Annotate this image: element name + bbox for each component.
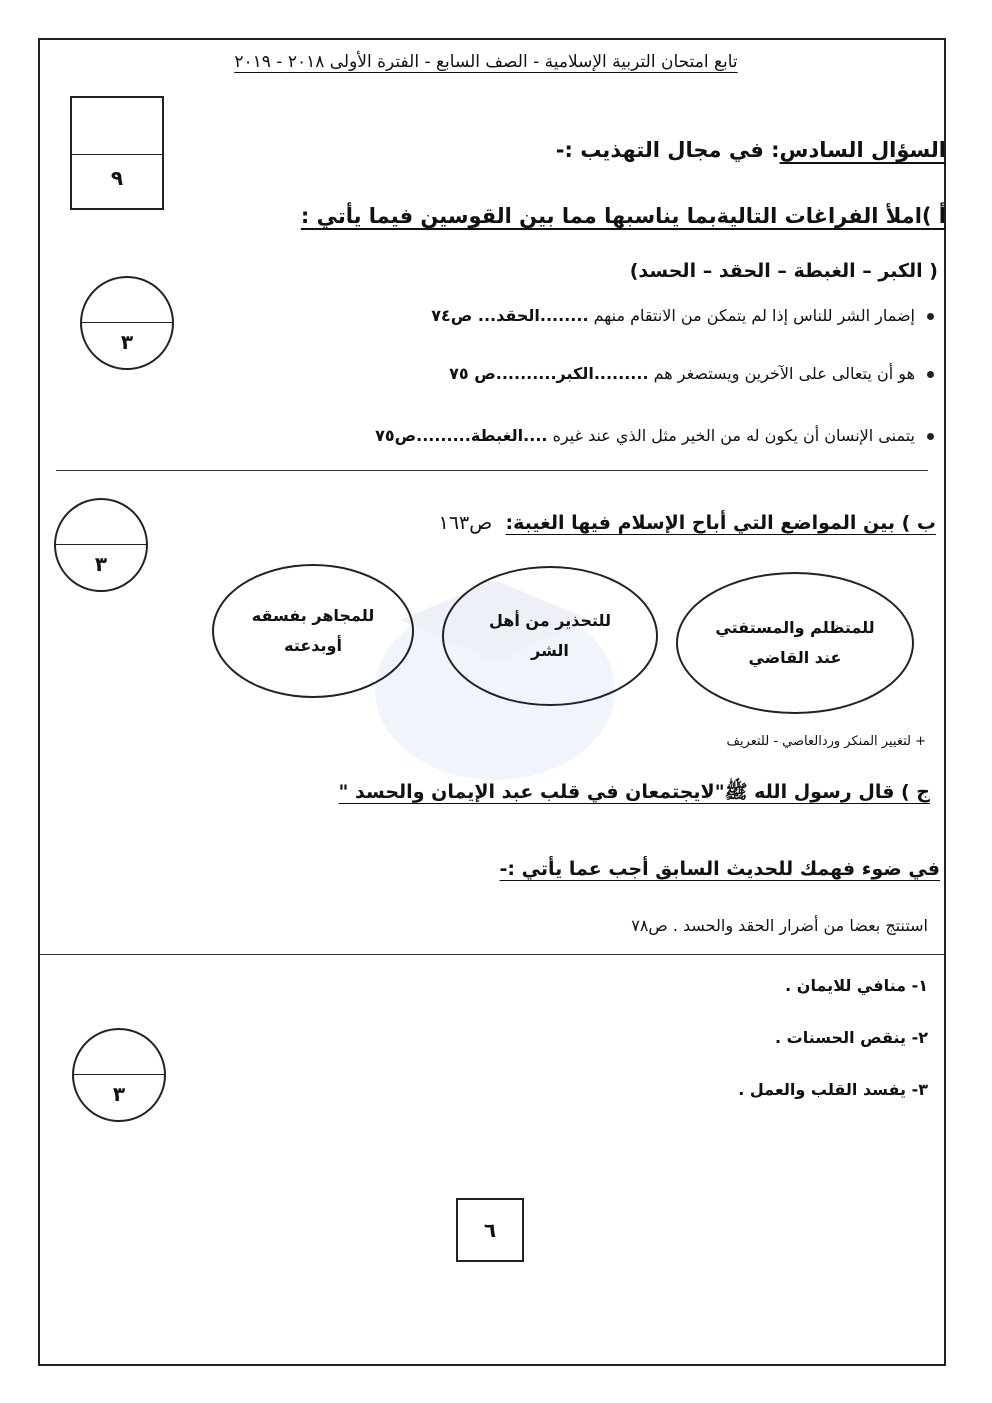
answer-ellipse-2 <box>442 566 658 706</box>
ellipse-line: عند القاضي <box>748 648 842 667</box>
bullet-icon <box>927 371 934 378</box>
part-a-instruction: أ )املأ الفراغات التاليةبما يناسبها مما بين القوسين فيما يأتي : <box>300 204 946 228</box>
score-divider <box>56 544 146 545</box>
part-c-answer-3: ٣- يفسد القلب والعمل . <box>738 1080 928 1099</box>
part-b-score-value: ٣ <box>94 552 108 576</box>
part-a-item-3 <box>375 426 934 445</box>
part-b-question: ب ) بين المواضع التي أباح الإسلام فيها الغيبة: <box>505 512 936 534</box>
part-c-answer-2: ٢- ينقص الحسنات . <box>775 1028 928 1047</box>
answer-ellipse-1 <box>676 572 914 714</box>
part-c-instruction: في ضوء فهمك للحديث السابق أجب عما يأتي :- <box>499 858 940 880</box>
question6-heading <box>556 138 946 162</box>
item-text: إضمار الشر للناس إذا لم يتمكن من الانتقام منهم <box>593 306 915 325</box>
bullet-icon <box>927 313 934 320</box>
answer-ellipse-3 <box>212 564 414 698</box>
part-a-choices: ( الكبر – الغبطة – الحقد – الحسد) <box>629 260 938 282</box>
part-a-item-1 <box>431 306 934 325</box>
item-text: هو أن يتعالى على الآخرين ويستصغر هم <box>653 364 915 383</box>
section-divider <box>56 470 928 471</box>
ellipse-line: للمتظلم والمستفتي <box>715 617 875 637</box>
part-b-score-circle <box>54 498 148 592</box>
question6-topic: : في مجال التهذيب :- <box>555 138 780 162</box>
part-c-question: استنتج بعضا من أضرار الحقد والحسد . ص٧٨ <box>631 916 928 935</box>
part-c-hadith: ج ) قال رسول الله ﷺ"لايجتمعان في قلب عبد الإيمان والحسد " <box>338 781 930 803</box>
ellipse-line: للتحذير من أهل <box>488 610 612 630</box>
item-text: يتمنى الإنسان أن يكون له من الخير مثل الذي عند غيره <box>552 426 915 445</box>
part-b-page-ref: ص١٦٣ <box>438 512 493 534</box>
score-divider <box>74 1074 164 1075</box>
part-c-answer-1: ١- منافي للايمان . <box>785 976 928 995</box>
section-score-value: ٩ <box>110 166 124 190</box>
part-b-heading <box>439 512 936 534</box>
part-c-score-value: ٣ <box>112 1082 126 1106</box>
question6-label: السؤال السادس <box>779 138 946 162</box>
part-a-score-circle <box>80 276 174 370</box>
ellipse-line: أوبدعته <box>284 636 342 655</box>
bullet-icon <box>927 433 934 440</box>
part-b-extra-note: + لتغيير المنكر وردالعاصي - للتعريف <box>726 734 926 749</box>
part-a-score-value: ٣ <box>120 330 134 354</box>
item-answer: .........الكبر..........ص ٧٥ <box>449 364 649 383</box>
page-number: ٦ <box>456 1198 524 1262</box>
part-c-score-circle <box>72 1028 166 1122</box>
section-score-box <box>70 96 164 210</box>
item-answer: ........الحقد... ص٧٤ <box>431 306 589 325</box>
ellipse-line: الشر <box>531 641 569 660</box>
part-a-item-2 <box>449 364 934 383</box>
item-answer: ....الغبطة.........ص٧٥ <box>375 426 548 445</box>
score-divider <box>82 322 172 323</box>
section-divider <box>40 954 944 955</box>
score-divider <box>72 154 162 155</box>
ellipse-line: للمجاهر بفسقه <box>251 605 375 625</box>
exam-header-title: تابع امتحان التربية الإسلامية - الصف السابع - الفترة الأولى ٢٠١٨ - ٢٠١٩ <box>234 52 738 72</box>
